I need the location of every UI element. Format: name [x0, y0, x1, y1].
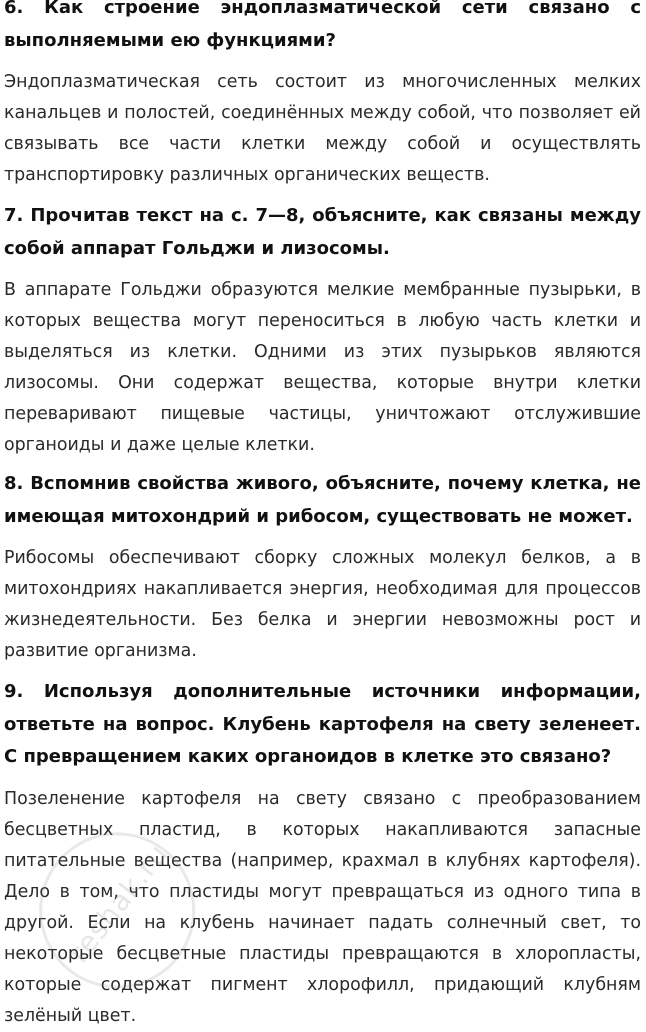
question-7: 7. Прочитав текст на с. 7—8, объясните, как связаны между собой аппарат Гольджи и лизосомы. — [4, 205, 641, 259]
answer-8: Рибосомы обеспечивают сборку сложных молекул белков, а в митохондриях накапливается энергия, необходимая для процессов жизнедеятельности. Без белка и энергии невозможны рост и развитие организма. — [4, 548, 641, 661]
answer-9: Позеленение картофеля на свету связано с преобразованием бесцветных пластид, в которых накапливаются запасные питательные вещества (например, крахмал в клубнях картофеля). Дело в том, что пластиды могут превращаться из одного типа в другой. Если на клубень начинает падать солнечный свет, то некоторые бесцветные пластиды превращаются в хлоропласты, которые содержат пигмент хлорофилл, придающий клубням зелёный цвет. — [4, 789, 641, 1026]
question-8: 8. Вспомнив свойства живого, объясните, почему клетка, не имеющая митохондрий и рибосом, существовать не может. — [4, 473, 641, 527]
watermark-text: reshak.ru — [62, 837, 175, 969]
answer-7: В аппарате Гольджи образуются мелкие мембранные пузырьки, в которых вещества могут переноситься в любую часть клетки и выделяться из клетки. Одними из этих пузырьков являются лизосомы. Они содержат вещества, которые внутри клетки переваривают пищевые частицы, уничтожают отслужившие органоиды и даже целые клетки. — [4, 280, 641, 455]
question-6: 6. Как строение эндоплазматической сети связано с выполняемыми ею функциями? — [4, 0, 641, 51]
answer-6: Эндоплазматическая сеть состоит из многочисленных мелких канальцев и полостей, соединённых между собой, что позволяет ей связывать все части клетки между собой и осуществлять транспортировку различных органических веществ. — [4, 72, 641, 185]
question-9: 9. Используя дополнительные источники информации, ответьте на вопрос. Клубень картофеля на свету зеленеет. С превращением каких органоидов в клетке это связано? — [4, 681, 641, 767]
